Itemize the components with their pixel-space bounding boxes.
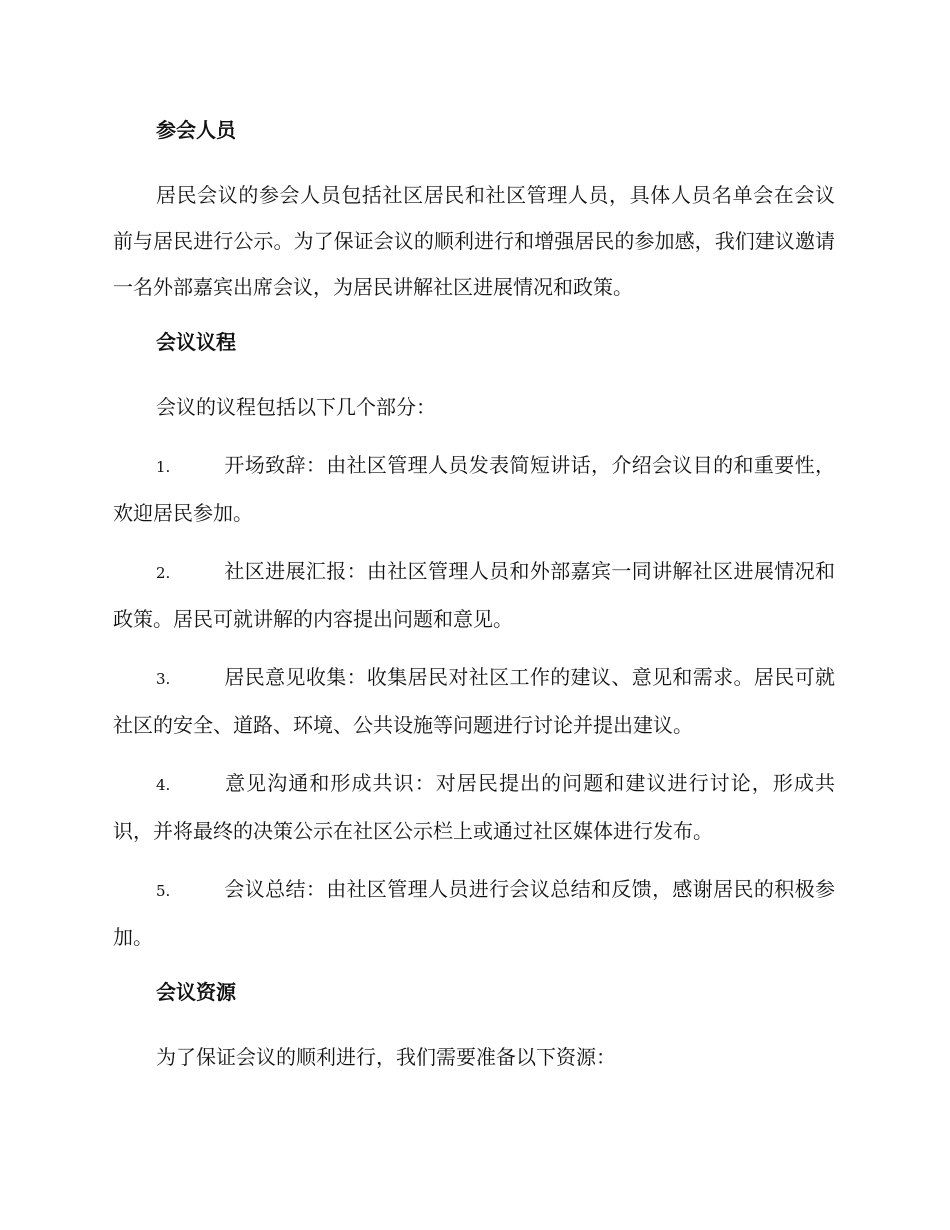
agenda-item: [113, 654, 835, 748]
document-page: [113, 110, 835, 1092]
agenda-item-text: 开场致辞：由社区管理人员发表简短讲话，介绍会议目的和重要性，欢迎居民参加。: [113, 453, 835, 525]
agenda-item-number: 3.: [156, 670, 171, 688]
resources-intro: 为了保证会议的顺利进行，我们需要准备以下资源：: [156, 1045, 616, 1069]
agenda-item-text: 社区进展汇报：由社区管理人员和外部嘉宾一同讲解社区进展情况和政策。居民可就讲解的内容提出问题和意见。: [113, 559, 835, 631]
agenda-item-text: 居民意见收集：收集居民对社区工作的建议、意见和需求。居民可就社区的安全、道路、环境、公共设施等问题进行讨论并提出建议。: [113, 665, 835, 737]
agenda-item: [113, 866, 835, 960]
agenda-item-number: 1.: [156, 458, 171, 476]
agenda-item-number: 2.: [156, 564, 171, 582]
agenda-item-text: 意见沟通和形成共识：对居民提出的问题和建议进行讨论，形成共识，并将最终的决策公示在社区公示栏上或通过社区媒体进行发布。: [113, 771, 835, 843]
section-heading-agenda: 会议议程: [156, 330, 236, 354]
section-heading-attendees: 参会人员: [156, 118, 236, 142]
agenda-item: [113, 548, 835, 642]
agenda-item: [113, 760, 835, 854]
section-heading-resources: 会议资源: [156, 980, 236, 1004]
agenda-item: [113, 442, 835, 536]
agenda-item-number: 5.: [156, 882, 171, 900]
agenda-item-number: 4.: [156, 776, 171, 794]
attendees-paragraph: 居民会议的参会人员包括社区居民和社区管理人员，具体人员名单会在会议前与居民进行公示。为了保证会议的顺利进行和增强居民的参加感，我们建议邀请一名外部嘉宾出席会议，为居民讲解社区进展情况和政策。: [113, 183, 835, 299]
agenda-intro: 会议的议程包括以下几个部分：: [156, 395, 436, 419]
agenda-item-text: 会议总结：由社区管理人员进行会议总结和反馈，感谢居民的积极参加。: [113, 877, 835, 949]
